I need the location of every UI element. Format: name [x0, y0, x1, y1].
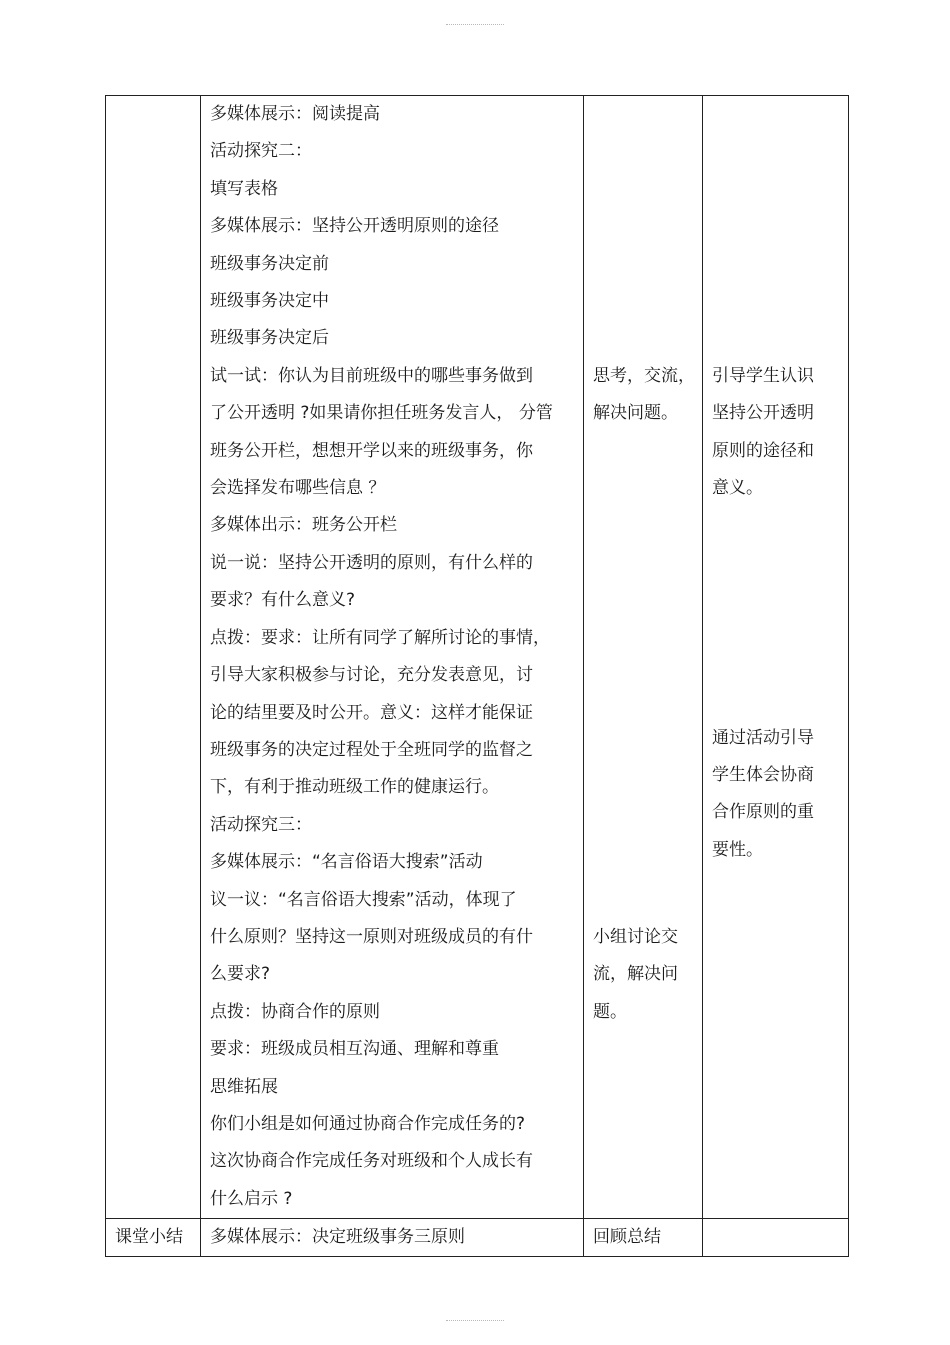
content-line: 会选择发布哪些信息 ？ — [210, 478, 386, 499]
content-line: 论的结里要及时公开。意义：这样才能保证 — [210, 702, 533, 723]
summary-content-cell — [201, 1219, 584, 1257]
content-line: 思维拓展 — [210, 1076, 278, 1097]
content-line: 么要求? — [210, 964, 271, 985]
content-cell — [201, 96, 584, 1219]
content-line: 班级事务决定前 — [210, 253, 329, 274]
summary-activity-cell — [584, 1219, 703, 1257]
content-line: 试一试：你认为目前班级中的哪些事务做到 — [210, 365, 533, 386]
content-line: 议一议：“名言俗语大搜索”活动，体现了 — [210, 889, 517, 910]
content-line: 要求？有什么意义? — [210, 590, 356, 611]
intent-block-2 — [703, 507, 848, 869]
content-line: 点拨：协商合作的原则 — [210, 1001, 380, 1022]
activity-line: 流，解决问 — [593, 964, 678, 985]
activity-block-2 — [584, 433, 702, 1031]
stage-cell — [106, 96, 201, 1219]
content-line: 什么原则？坚持这一原则对班级成员的有什 — [210, 926, 533, 947]
content-line: 班级事务的决定过程处于全班同学的监督之 — [210, 739, 533, 760]
intent-line: 通过活动引导 — [712, 727, 814, 748]
content-lines — [201, 96, 583, 1218]
content-line: 填写表格 — [210, 178, 278, 199]
content-line: 你们小组是如何通过协商合作完成任务的? — [210, 1113, 526, 1134]
summary-row — [106, 1219, 849, 1257]
content-line: 活动探究三： — [210, 814, 312, 835]
content-line: 引导大家积极参与讨论，充分发表意见，讨 — [210, 665, 533, 686]
activity-line: 小组讨论交 — [593, 926, 678, 947]
content-line: 班务公开栏，想想开学以来的班级事务，你 — [210, 440, 533, 461]
intent-line: 要性。 — [712, 839, 763, 860]
activity-line: 思考，交流， — [593, 365, 695, 386]
header-dots — [446, 24, 504, 25]
content-line: 这次协商合作完成任务对班级和个人成长有 — [210, 1151, 533, 1172]
summary-activity: 回顾总结 — [593, 1227, 661, 1248]
lesson-table — [105, 95, 849, 1257]
intent-line: 学生体会协商 — [712, 765, 814, 786]
content-line: 多媒体展示：坚持公开透明原则的途径 — [210, 216, 499, 237]
intent-block-1 — [703, 96, 848, 507]
activity-line: 题。 — [593, 1001, 627, 1022]
table-row — [106, 96, 849, 1219]
footer-dots — [446, 1320, 504, 1321]
summary-stage: 课堂小结 — [115, 1227, 183, 1248]
summary-content: 多媒体展示：决定班级事务三原则 — [210, 1227, 465, 1248]
content-line: 班级事务决定后 — [210, 328, 329, 349]
content-line: 什么启示 ? — [210, 1188, 293, 1209]
activity-line: 解决问题。 — [593, 403, 678, 424]
intent-cell — [703, 96, 849, 1219]
activity-cell — [584, 96, 703, 1219]
content-line: 多媒体出示：班务公开栏 — [210, 515, 397, 536]
activity-block-1 — [584, 96, 702, 433]
content-line: 活动探究二： — [210, 141, 312, 162]
intent-line: 合作原则的重 — [712, 802, 814, 823]
content-line: 要求：班级成员相互沟通、理解和尊重 — [210, 1039, 499, 1060]
content-line: 下，有利于推动班级工作的健康运行。 — [210, 777, 499, 798]
content-line: 点拨：要求：让所有同学了解所讨论的事情， — [210, 627, 550, 648]
intent-line: 原则的途径和 — [712, 440, 814, 461]
summary-intent-cell — [703, 1219, 849, 1257]
intent-line: 引导学生认识 — [712, 365, 814, 386]
content-line: 了公开透明 ?如果请你担任班务发言人， 分管 — [210, 403, 553, 424]
content-line: 说一说：坚持公开透明的原则，有什么样的 — [210, 552, 533, 573]
content-line: 多媒体展示：阅读提高 — [210, 104, 380, 124]
content-line: 多媒体展示：“名言俗语大搜索”活动 — [210, 852, 483, 873]
summary-stage-cell — [106, 1219, 201, 1257]
intent-line: 意义。 — [712, 478, 763, 499]
intent-line: 坚持公开透明 — [712, 403, 814, 424]
content-line: 班级事务决定中 — [210, 291, 329, 312]
